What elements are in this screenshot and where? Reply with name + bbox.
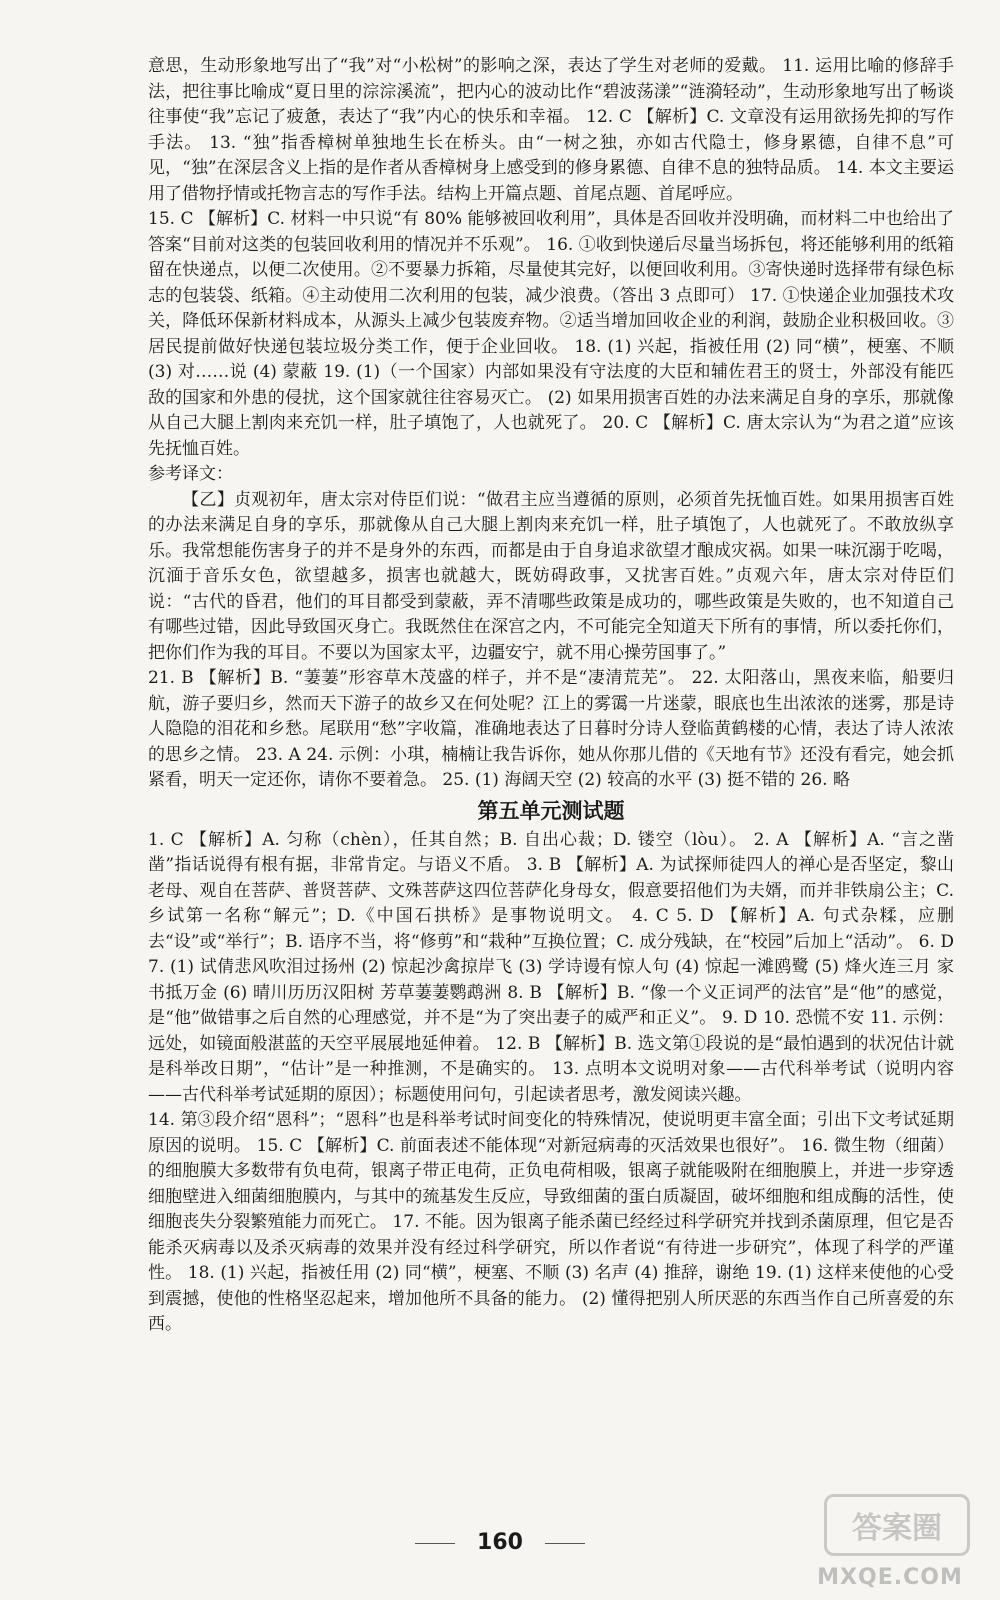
section-title: 第五单元测试题 <box>477 798 625 823</box>
translation-text: 【乙】贞观初年，唐太宗对侍臣们说：“做君主应当遵循的原则，必须首先抚恤百姓。如果用损害百姓的办法来满足自身的享乐，那就像从自己大腿上割肉来充饥一样，肚子填饱了，人也就死了。不敢放纵享乐。我常想能伤害身子的并不是身外的东西，而都是由于自身追求欲望才酿成灾祸。如果一味沉溺于吃喝，沉湎于音乐女色，欲望越多，损害也就越大，既妨碍政事，又扰害百姓。”贞观六年，唐太宗对侍臣们说：“古代的昏君，他们的耳目都受到蒙蔽，弄不清哪些政策是成功的，哪些政策是失败的，也不知道自己有哪些过错，因此导致国灭身亡。我既然住在深宫之内，不可能完全知道天下所有的事情，所以委托你们，把你们作为我的耳目。不要以为国家太平，边疆安宁，就不用心操劳国事了。” <box>148 489 954 663</box>
page-number: 160 <box>477 1530 523 1555</box>
watermark-logo: 答案圈 <box>824 1494 970 1556</box>
answer-paragraph-3: 21. B 【解析】B. “萋萋”形容草木茂盛的样子，并不是“凄清荒芜”。 22. 太阳落山，黑夜来临，船要归航，游子要归乡，然而天下游子的故乡又在何处呢？江上的雾霭一片迷蒙，眼底也生出浓浓的迷雾，那是诗人隐隐的泪花和乡愁。尾联用“愁”字收篇，准确地表达了日暮时分诗人登临黄鹤楼的心情，表达了诗人浓浓的思乡之情。 23. A 24. 示例：小琪，楠楠让我告诉你，她从你那儿借的《天地有节》还没有看完，她会抓紧看，明天一定还你，请你不要着急。 25. (1) 海阔天空 (2) 较高的水平 (3) 挺不错的 26. 略 <box>148 668 954 790</box>
answer-paragraph-1: 意思，生动形象地写出了“我”对“小松树”的影响之深，表达了学生对老师的爱戴。 11. 运用比喻的修辞手法，把往事比喻成“夏日里的淙淙溪流”，把内心的波动比作“碧波荡漾”“涟漪轻动”，生动形象地写出了畅谈往事使“我”忘记了疲惫，表达了“我”内心的快乐和幸福。 12. C 【解析】C. 文章没有运用欲扬先抑的写作手法。 13. “独”指香樟树单独地生长在桥头。由“一树之独，亦如古代隐士，修身累德，自律不息”可见，“独”在深层含义上指的是作者从香樟树身上感受到的修身累德、自律不息的独特品质。 14. 本文主要运用了借物抒情或托物言志的写作手法。结构上开篇点题、首尾点题、首尾呼应。 <box>148 56 954 204</box>
answer-paragraph-2: 15. C 【解析】C. 材料一中只说“有 80% 能够被回收利用”，具体是否回收并没明确，而材料二中也给出了答案“目前对这类的包装回收利用的情况并不乐观”。 16. ①收到快递后尽量当场拆包，将还能够利用的纸箱留在快递点，以便二次使用。②不要暴力拆箱，尽量使其完好，以便回收利用。③寄快递时选择带有绿色标志的包装袋、纸箱。④主动使用二次利用的包装，减少浪费。（答出 3 点即可） 17. ①快递企业加强技术攻关，降低环保新材料成本，从源头上减少包装废弃物。②适当增加回收企业的利润，鼓励企业积极回收。③居民提前做好快递包装垃圾分类工作，便于企业回收。 18. (1) 兴起，指被任用 (2) 同“横”，梗塞、不顺 (3) 对……说 (4) 蒙蔽 19. (1)（一个国家）内部如果没有守法度的大臣和辅佐君王的贤士，外部没有能匹敌的国家和外患的侵扰，这个国家就往往容易灭亡。 (2) 如果用损害百姓的办法来满足自身的享乐，那就像从自己大腿上割肉来充饥一样，肚子填饱了，人也就死了。 20. C 【解析】C. 唐太宗认为“为君之道”应该先抚恤百姓。 <box>148 209 954 459</box>
watermark-url: MXQE.COM <box>817 1565 963 1590</box>
section-paragraph-1: 1. C 【解析】A. 匀称（chèn），任其自然；B. 自出心裁；D. 镂空（lòu）。 2. A 【解析】A. “言之凿凿”指话说得有根有据，非常肯定。与语义不盾。 3. B 【解析】A. 为试探师徒四人的禅心是否坚定，黎山老母、观自在菩萨、普贤菩萨、文殊菩萨这四位菩萨化身母女，假意要招他们为夫婿，而并非铁扇公主；C. 乡试第一名称“解元”；D.《中国石拱桥》是事物说明文。 4. C 5. D 【解析】A. 句式杂糅，应删去“设”或“举行”；B. 语序不当，将“修剪”和“栽种”互换位置；C. 成分残缺，在“校园”后加上“活动”。 6. D 7. (1) 试倩悲风吹泪过扬州 (2) 惊起沙禽掠岸飞 (3) 学诗谩有惊人句 (4) 惊起一滩鸥鹭 (5) 烽火连三月 家书抵万金 (6) 晴川历历汉阳树 芳草萋萋鹦鹉洲 8. B 【解析】B. “像一个义正词严的法官”是“他”的感觉，是“他”做错事之后自然的心理感觉，并不是“为了突出妻子的威严和正义”。 9. D 10. 恐慌不安 11. 示例：远处，如镜面般湛蓝的天空平展展地延伸着。 12. B 【解析】B. 选文第①段说的是“最怕遇到的状况估计就是科举改日期”，“估计”是一种推测，不是确实的。 13. 点明本文说明对象——古代科举考试（说明内容——古代科举考试延期的原因）；标题使用问句，引起读者思考，激发阅读兴趣。 <box>148 829 954 1105</box>
footer-dash-right <box>545 1543 585 1544</box>
footer-dash-left <box>415 1543 455 1544</box>
answer-page <box>148 54 954 1338</box>
section-paragraph-2: 14. 第③段介绍“恩科”；“恩科”也是科举考试时间变化的特殊情况，使说明更丰富全面；引出下文考试延期原因的说明。 15. C 【解析】C. 前面表述不能体现“对新冠病毒的灭活效果也很好”。 16. 微生物（细菌）的细胞膜大多数带有负电荷，银离子带正电荷，正负电荷相吸，银离子就能吸附在细胞膜上，并进一步穿透细胞壁进入细菌细胞膜内，与其中的巯基发生反应，导致细菌的蛋白质凝固，破坏细胞和组成酶的活性，使细胞丧失分裂繁殖能力而死亡。 17. 不能。因为银离子能杀菌已经经过科学研究并找到杀菌原理，但它是否能杀灭病毒以及杀灭病毒的效果并没有经过科学研究，所以作者说“有待进一步研究”，体现了科学的严谨性。 18. (1) 兴起，指被任用 (2) 同“横”，梗塞、不顺 (3) 名声 (4) 推辞，谢绝 19. (1) 这样来使他的心受到震撼，使他的性格坚忍起来，增加他所不具备的能力。 (2) 懂得把别人所厌恶的东西当作自己所喜爱的东西。 <box>148 1110 954 1334</box>
translation-label: 参考译文： <box>148 464 233 484</box>
